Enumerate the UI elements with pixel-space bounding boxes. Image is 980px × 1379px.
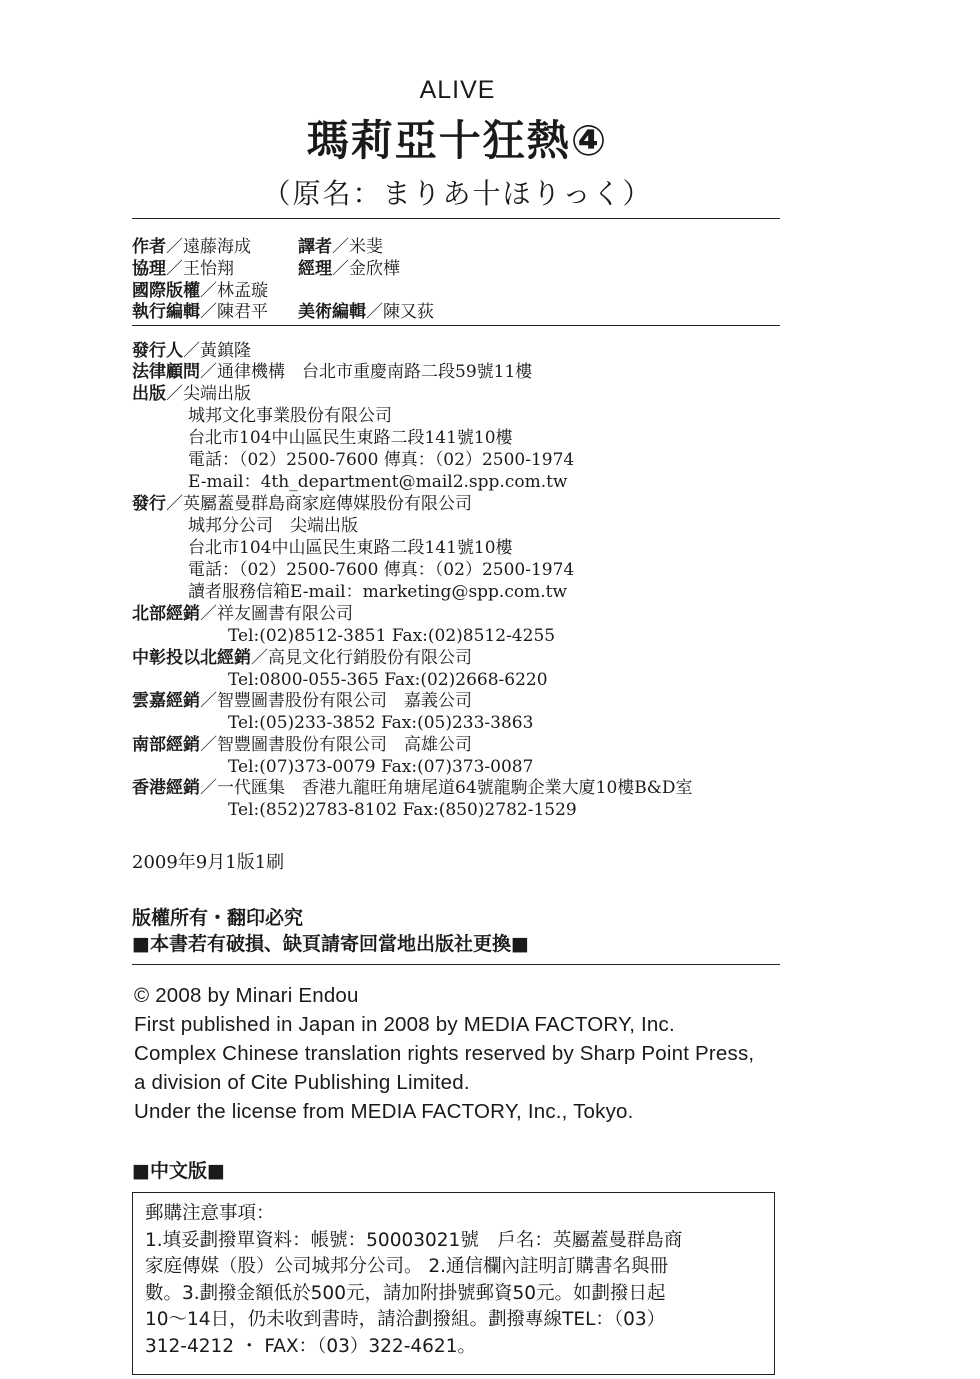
damage-replacement-notice: ■本書若有破損、缺頁請寄回當地出版社更換■ [132, 933, 529, 955]
divider-credits [132, 325, 780, 326]
english-first-published: First published in Japan in 2008 by MEDIA FACTORY, Inc. [134, 1013, 675, 1036]
publisher-email: E-mail：4th_department@mail2.spp.com.tw [188, 472, 568, 492]
legal-advisor-line: 法律顧問／通律機構 台北市重慶南路二段59號11樓 [132, 362, 533, 382]
issuer-line: 發行人／黃鎮隆 [132, 341, 251, 361]
divider-top [132, 218, 780, 219]
mail-order-line: 10～14日，仍未收到書時，請洽劃撥組。劃撥專線TEL：（03） [145, 1309, 666, 1330]
divider-english [132, 964, 780, 965]
publisher-phone: 電話：（02）2500-7600 傳真：（02）2500-1974 [188, 450, 575, 470]
distributor-south: 南部經銷／智豐圖書股份有限公司 高雄公司 [132, 735, 472, 755]
mail-order-line: 家庭傳媒（股）公司城邦分公司。 2.通信欄內註明訂購書名與冊 [145, 1256, 669, 1277]
publisher-line: 出版／尖端出版 [132, 384, 251, 404]
distributor-north-contact: Tel:(02)8512-3851 Fax:(02)8512-4255 [228, 626, 556, 646]
distribution-email: 讀者服務信箱E-mail：marketing@spp.com.tw [188, 582, 567, 602]
distributor-north: 北部經銷／祥友圖書有限公司 [132, 604, 353, 624]
publisher-address: 台北市104中山區民生東路二段141號10樓 [188, 428, 513, 448]
book-title: 瑪莉亞十狂熱④ [306, 116, 609, 165]
distribution-line: 發行／英屬蓋曼群島商家庭傳媒股份有限公司 [132, 494, 472, 514]
credit-art-editor: 美術編輯／陳又荻 [298, 302, 434, 322]
distribution-phone: 電話：（02）2500-7600 傳真：（02）2500-1974 [188, 560, 575, 580]
mail-order-line: 312-4212 ・ FAX：（03）322-4621。 [145, 1335, 476, 1357]
distributor-hongkong: 香港經銷／一代匯集 香港九龍旺角塘尾道64號龍駒企業大廈10樓B&D室 [132, 778, 693, 798]
series-name: ALIVE [419, 76, 496, 104]
distributor-central-contact: Tel:0800-055-365 Fax:(02)2668-6220 [228, 670, 548, 690]
distributor-hongkong-contact: Tel:(852)2783-8102 Fax:(850)2782-1529 [228, 800, 577, 820]
distributor-south-contact: Tel:(07)373-0079 Fax:(07)373-0087 [228, 757, 534, 777]
credit-exec-editor: 執行編輯／陳君平 [132, 302, 268, 322]
distributor-chiayi-contact: Tel:(05)233-3852 Fax:(05)233-3863 [228, 713, 534, 733]
english-license: Under the license from MEDIA FACTORY, Inc., Tokyo. [134, 1100, 634, 1123]
english-copyright: © 2008 by Minari Endou [134, 984, 359, 1007]
credit-associate-manager: 協理／王怡翔 [132, 259, 234, 279]
chinese-edition-label: ■中文版■ [132, 1160, 225, 1182]
mail-order-heading: 郵購注意事項： [145, 1203, 275, 1224]
credit-translator: 譯者／米斐 [298, 237, 383, 257]
distribution-address: 台北市104中山區民生東路二段141號10樓 [188, 538, 513, 558]
credit-author: 作者／遠藤海成 [132, 237, 251, 257]
distributor-chiayi: 雲嘉經銷／智豐圖書股份有限公司 嘉義公司 [132, 691, 472, 711]
credit-intl-rights: 國際版權／林孟璇 [132, 281, 268, 301]
mail-order-line: 數。3.劃撥金額低於500元，請加附掛號郵資50元。如劃撥日起 [145, 1282, 666, 1304]
mail-order-line: 1.填妥劃撥單資料：帳號：50003021號 戶名：英屬蓋曼群島商 [145, 1229, 683, 1251]
mail-order-notice-box [132, 1192, 775, 1375]
english-division: a division of Cite Publishing Limited. [134, 1071, 470, 1094]
printing-edition: 2009年9月1版1刷 [132, 852, 285, 873]
english-translation-rights: Complex Chinese translation rights reserved by Sharp Point Press, [134, 1042, 755, 1065]
original-title: （原名：まりあ十ほりっく） [262, 177, 653, 210]
publisher-company: 城邦文化事業股份有限公司 [188, 406, 392, 426]
copyright-notice: 版權所有・翻印必究 [132, 907, 304, 929]
credit-manager: 經理／金欣樺 [298, 259, 400, 279]
distributor-central: 中彰投以北經銷／高見文化行銷股份有限公司 [132, 648, 472, 668]
distribution-branch: 城邦分公司 尖端出版 [188, 516, 358, 536]
